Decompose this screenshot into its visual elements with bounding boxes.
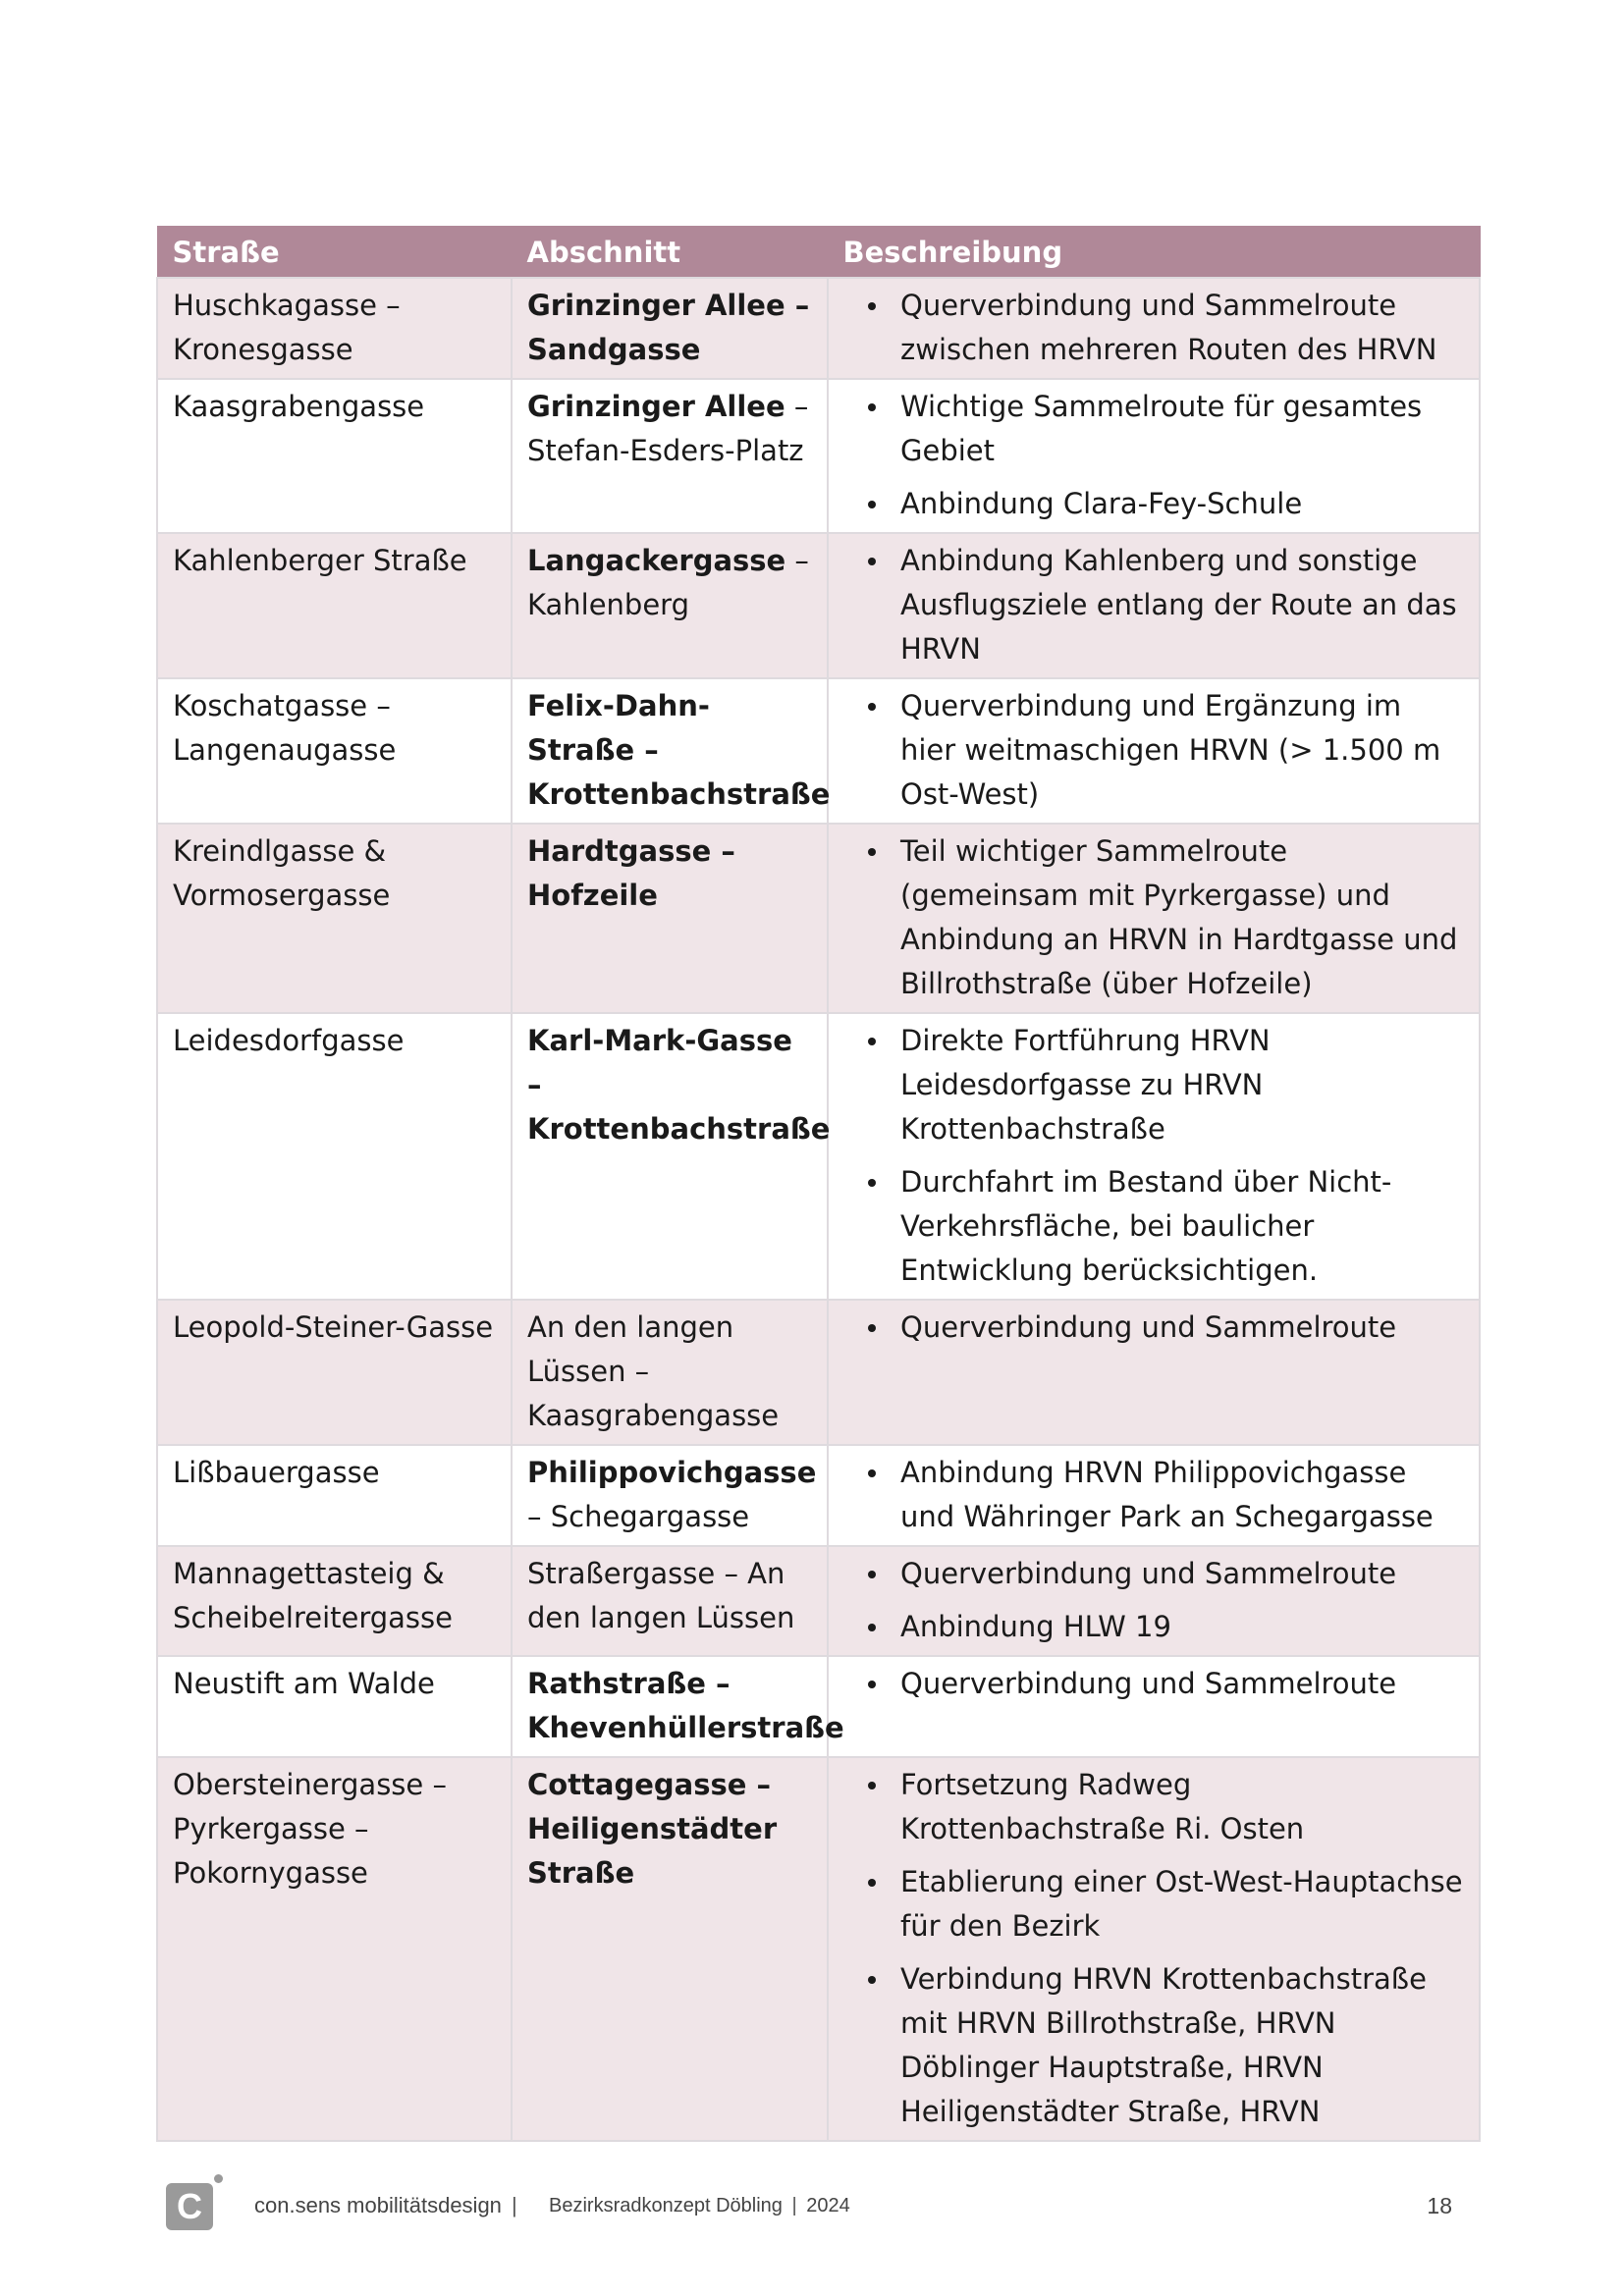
table-row: [157, 379, 1480, 533]
table-row: [157, 1546, 1480, 1656]
page-footer: [166, 2171, 1452, 2230]
description-cell: [828, 1300, 1480, 1445]
footer-separator-2: |: [791, 2195, 797, 2216]
description-list: [843, 829, 1465, 1006]
document-title: Bezirksradkonzept Döbling: [549, 2195, 783, 2216]
description-bullet: Etablierung einer Ost-West-Hauptachse für den Bezirk: [843, 1860, 1465, 1949]
description-list: [843, 1763, 1465, 2134]
description-list: [843, 684, 1465, 817]
description-list: [843, 284, 1465, 372]
table-row: [157, 824, 1480, 1013]
section-text: An den langen Lüssen – Kaasgrabengasse: [527, 1310, 780, 1432]
description-list: [843, 1019, 1465, 1293]
description-bullet: Querverbindung und Sammelroute zwischen mehreren Routen des HRVN: [843, 284, 1465, 372]
description-list: [843, 539, 1465, 671]
section-cell: [512, 1300, 828, 1445]
description-bullet: Fortsetzung Radweg Krottenbachstraße Ri. Osten: [843, 1763, 1465, 1851]
page-number: 18: [1427, 2193, 1452, 2218]
description-cell: [828, 1445, 1480, 1546]
logo-dot-icon: [214, 2174, 223, 2183]
table-body: [157, 278, 1480, 2141]
table-row: [157, 533, 1480, 678]
description-bullet: Anbindung HRVN Philippovichgasse und Währinger Park an Schegargasse: [843, 1451, 1465, 1539]
description-cell: [828, 1757, 1480, 2141]
description-bullet: Teil wichtiger Sammelroute (gemeinsam mit Pyrkergasse) und Anbindung an HRVN in Hardtgasse und Billrothstraße (über Hofzeile): [843, 829, 1465, 1006]
content-table-wrapper: [156, 226, 1479, 2142]
table-row: [157, 1013, 1480, 1300]
description-bullet: Anbindung Clara-Fey-Schule: [843, 482, 1465, 526]
section-cell: [512, 379, 828, 533]
table-row: [157, 1445, 1480, 1546]
description-bullet: Querverbindung und Ergänzung im hier weitmaschigen HRVN (> 1.500 m Ost-West): [843, 684, 1465, 817]
description-bullet: Querverbindung und Sammelroute: [843, 1552, 1465, 1596]
description-list: [843, 1451, 1465, 1539]
header-abschnitt: Abschnitt: [512, 227, 828, 279]
description-bullet: Durchfahrt im Bestand über Nicht-Verkehrsfläche, bei baulicher Entwicklung berücksichtigen.: [843, 1160, 1465, 1293]
street-cell: Kaasgrabengasse: [157, 379, 512, 533]
table-row: [157, 1757, 1480, 2141]
document-year: 2024: [806, 2195, 850, 2216]
section-bold-text: Grinzinger Allee: [527, 390, 785, 423]
section-bold-text: Langackergasse: [527, 544, 786, 577]
footer-document-info: [549, 2195, 850, 2217]
description-cell: [828, 1656, 1480, 1757]
section-bold-text: Grinzinger Allee – Sandgasse: [527, 289, 810, 366]
description-cell: [828, 678, 1480, 824]
street-cell: Neustift am Walde: [157, 1656, 512, 1757]
section-cell: [512, 678, 831, 824]
description-bullet: Direkte Fortführung HRVN Leidesdorfgasse zu HRVN Krottenbachstraße: [843, 1019, 1465, 1151]
brand-name: con.sens mobilitätsdesign: [254, 2193, 502, 2217]
description-bullet: Verbindung HRVN Krottenbachstraße mit HRVN Billrothstraße, HRVN Döblinger Hauptstraße, HRVN Heiligenstädter Straße, HRVN: [843, 1957, 1465, 2134]
table-row: [157, 678, 1480, 824]
description-cell: [828, 533, 1480, 678]
description-bullet: Anbindung HLW 19: [843, 1605, 1465, 1649]
street-cell: Leopold-Steiner-Gasse: [157, 1300, 512, 1445]
table-header-row: [157, 227, 1480, 279]
section-cell: [512, 1013, 831, 1300]
section-text: – Kahlenberg: [527, 544, 809, 621]
table-row: [157, 278, 1480, 379]
section-cell: [512, 1656, 844, 1757]
section-cell: [512, 1445, 828, 1546]
section-bold-text: Rathstraße – Khevenhüllerstraße: [527, 1667, 844, 1744]
street-table: [156, 226, 1481, 2142]
section-bold-text: Philippovichgasse: [527, 1456, 817, 1489]
section-text: – Schegargasse: [527, 1500, 750, 1533]
header-beschreibung: Beschreibung: [828, 227, 1480, 279]
section-cell: [512, 1757, 828, 2141]
company-logo-icon: [166, 2183, 213, 2230]
section-bold-text: Felix-Dahn-Straße – Krottenbachstraße: [527, 689, 831, 811]
section-cell: [512, 533, 828, 678]
description-cell: [828, 278, 1480, 379]
footer-brand: [254, 2193, 521, 2218]
description-cell: [828, 379, 1480, 533]
street-cell: Lißbauergasse: [157, 1445, 512, 1546]
description-cell: [828, 1013, 1480, 1300]
description-bullet: Wichtige Sammelroute für gesamtes Gebiet: [843, 385, 1465, 473]
street-cell: Leidesdorfgasse: [157, 1013, 512, 1300]
description-list: [843, 385, 1465, 526]
description-bullet: Querverbindung und Sammelroute: [843, 1306, 1465, 1350]
description-bullet: Anbindung Kahlenberg und sonstige Ausflugsziele entlang der Route an das HRVN: [843, 539, 1465, 671]
logo-letter: C: [177, 2186, 202, 2226]
table-row: [157, 1656, 1480, 1757]
description-bullet: Querverbindung und Sammelroute: [843, 1662, 1465, 1706]
section-bold-text: Cottagegasse – Heiligenstädter Straße: [527, 1768, 778, 1890]
table-row: [157, 1300, 1480, 1445]
description-cell: [828, 824, 1480, 1013]
street-cell: Koschatgasse – Langenaugasse: [157, 678, 512, 824]
section-cell: [512, 824, 828, 1013]
section-cell: [512, 1546, 828, 1656]
street-cell: Kreindlgasse & Vormosergasse: [157, 824, 512, 1013]
footer-separator: |: [512, 2193, 517, 2217]
street-cell: Obersteinergasse – Pyrkergasse – Pokornygasse: [157, 1757, 512, 2141]
section-bold-text: Hardtgasse – Hofzeile: [527, 834, 735, 912]
description-list: [843, 1662, 1465, 1706]
section-text: – Stefan-Esders-Platz: [527, 390, 809, 467]
section-cell: [512, 278, 828, 379]
description-cell: [828, 1546, 1480, 1656]
description-list: [843, 1306, 1465, 1350]
section-bold-text: Karl-Mark-Gasse – Krottenbachstraße: [527, 1024, 831, 1146]
description-list: [843, 1552, 1465, 1649]
header-strasse: Straße: [157, 227, 512, 279]
street-cell: Huschkagasse – Kronesgasse: [157, 278, 512, 379]
street-cell: Kahlenberger Straße: [157, 533, 512, 678]
section-text: Straßergasse – An den langen Lüssen: [527, 1557, 795, 1634]
street-cell: Mannagettasteig & Scheibelreitergasse: [157, 1546, 512, 1656]
